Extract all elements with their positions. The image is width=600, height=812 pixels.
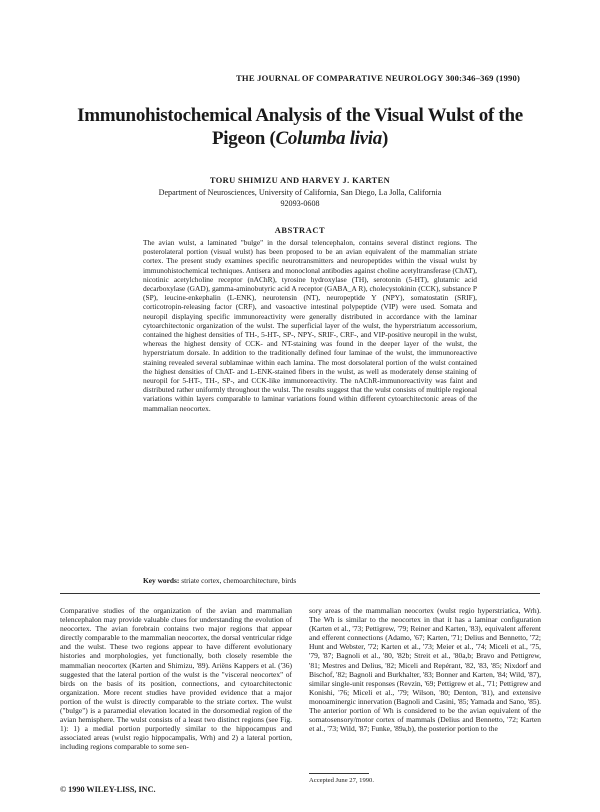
keywords-list: striate cortex, chemoarchitecture, birds bbox=[179, 576, 297, 585]
affiliation: Department of Neurosciences, University of California, San Diego, La Jolla, California 92093-0608 bbox=[158, 188, 442, 208]
accepted-date-footnote: Accepted June 27, 1990. bbox=[309, 777, 375, 784]
abstract-text: The avian wulst, a laminated "bulge" in the dorsal telencephalon, contains several distinct regions. The posterolateral portion (visual wulst) has been proposed to be an avian equivalent of the mammalian striate cortex. The present study examines specific neurotransmitters and neuropeptides within the visual wulst by immunohistochemical techniques. Antisera and monoclonal antibodies against choline acetyltransferase (ChAT), nicotinic acetylcholine receptor (nAChR), tyrosine hydroxylase (TH), serotonin (5-HT), glutamic acid decarboxylase (GAD), gamma-aminobutyric acid A receptor (GABA_A R), cholecystokinin (CCK), substance P (SP), leucine-enkephalin (L-ENK), neurotensin (NT), neuropeptide Y (NPY), somatostatin (SRIF), corticotropin-releasing factor (CRF), and vasoactive intestinal polypeptide (VIP) were used. Somata and neuropil displaying specific immunoreactivity were generally distributed in accordance with the laminar cytoarchitectonic organization of the wulst. The superficial layer of the wulst, the hyperstriatum accessorium, contained the highest densities of TH-, 5-HT-, SP-, NPY-, SRIF-, CRF-, and VIP-positive neuropil in the wulst, whereas the highest density of CCK- and NT-staining was found in the deeper layer of the wulst, the hyperstriatum dorsale. In addition to the traditionally defined four laminae of the wulst, the immunoreactive staining revealed several sublaminae within each lamina. The most dorsolateral portion of the wulst contained the highest densities of ChAT- and L-ENK-stained fibers in the wulst, as well as moderately dense staining of neuropil for 5-HT-, TH-, SP-, and CCK-like immunoreactivity. The nAChR-immunoreactivity was faint and distributed rather uniformly throughout the wulst. The results suggest that the wulst consists of multiple regional variations within layers comparable to laminar variations found within different cytoarchitectonic areas of the mammalian neocortex. bbox=[143, 238, 477, 413]
copyright-notice: © 1990 WILEY-LISS, INC. bbox=[60, 785, 156, 794]
journal-header: THE JOURNAL OF COMPARATIVE NEUROLOGY 300:346–369 (1990) bbox=[236, 73, 521, 83]
title-species: Columba livia bbox=[275, 128, 382, 149]
abstract-heading: ABSTRACT bbox=[274, 226, 326, 235]
body-column-right: sory areas of the mammalian neocortex (wulst regio hyperstriatica, Wrh). The Wh is similar to the neocortex in that it has a laminar configuration (Karten et al., '73; Pettigrew, '79; Reiner and Karten, '83), equivalent afferent and efferent connections (Adamo, '67; Karten, '71; Delius and Bennetto, '72; Hunt and Webster, '72; Karten et al., '73; Meier et al., '74; Miceli et al., '75, '79, '87; Bagnoli et al., '80, '82b; Streit et al., '80a,b; Bravo and Pettigrew, '81; Mestres and Delius, '82; Miceli and Repérant, '82, '83, '85; Nixdorf and Bischof, '82; Bagnoli and Burkhalter, '83; Bonner and Karten, '84; Wild, '87), similar single-unit responses (Revzin, '69; Pettigrew et al., '71; Pettigrew and Konishi, '76; Miceli et al., '79; Wilson, '80; Denton, '81), and extensive monoaminergic innervation (Bagnoli and Casini, '85; Yamada and Sano, '85). The anterior portion of Wh is considered to be the avian equivalent of the somatosensory/motor cortex of mammals (Delius and Bennetto, '72; Karten et al., '73; Wild, '87; Funke, '89a,b), the posterior portion to the bbox=[309, 606, 541, 734]
keywords-line bbox=[143, 576, 477, 585]
title-main: Immunohistochemical Analysis of the Visual Wulst of the Pigeon ( bbox=[77, 105, 523, 149]
footnote-divider bbox=[309, 773, 369, 774]
keywords-label: Key words: bbox=[143, 576, 180, 585]
body-column-left: Comparative studies of the organization of the avian and mammalian telencephalon may provide valuable clues for understanding the evolution of neocortex. The avian forebrain contains two major regions that appear directly comparable to the mammalian neocortex, the dorsal ventricular ridge and the wulst. These two regions appear to have different evolutionary histories and morphologies, yet functionally, both closely resemble the mammalian neocortex (Karten and Shimizu, '89). Ariëns Kappers et al. ('36) suggested that the lateral portion of the wulst is the "visceral neocortex" of birds on the basis of its position, connections, and cytoarchitectonic organization. More recent studies have provided evidence that a major portion of the wulst is directly comparable to the striate cortex. The wulst ("bulge") is a paramedial elevation located in the dorsomedial region of the avian hemisphere. The wulst consists of a least two distinct regions (see Fig. 1): 1) a medial portion purportedly similar to the hippocampus and associated areas (wulst regio hippocampalis, Wrh) and 2) a lateral portion, including regions comparable to some sen- bbox=[60, 606, 292, 752]
section-divider bbox=[60, 593, 540, 594]
title-end: ) bbox=[381, 128, 388, 149]
article-title bbox=[60, 104, 540, 150]
author-line: TORU SHIMIZU AND HARVEY J. KARTEN bbox=[209, 176, 391, 185]
